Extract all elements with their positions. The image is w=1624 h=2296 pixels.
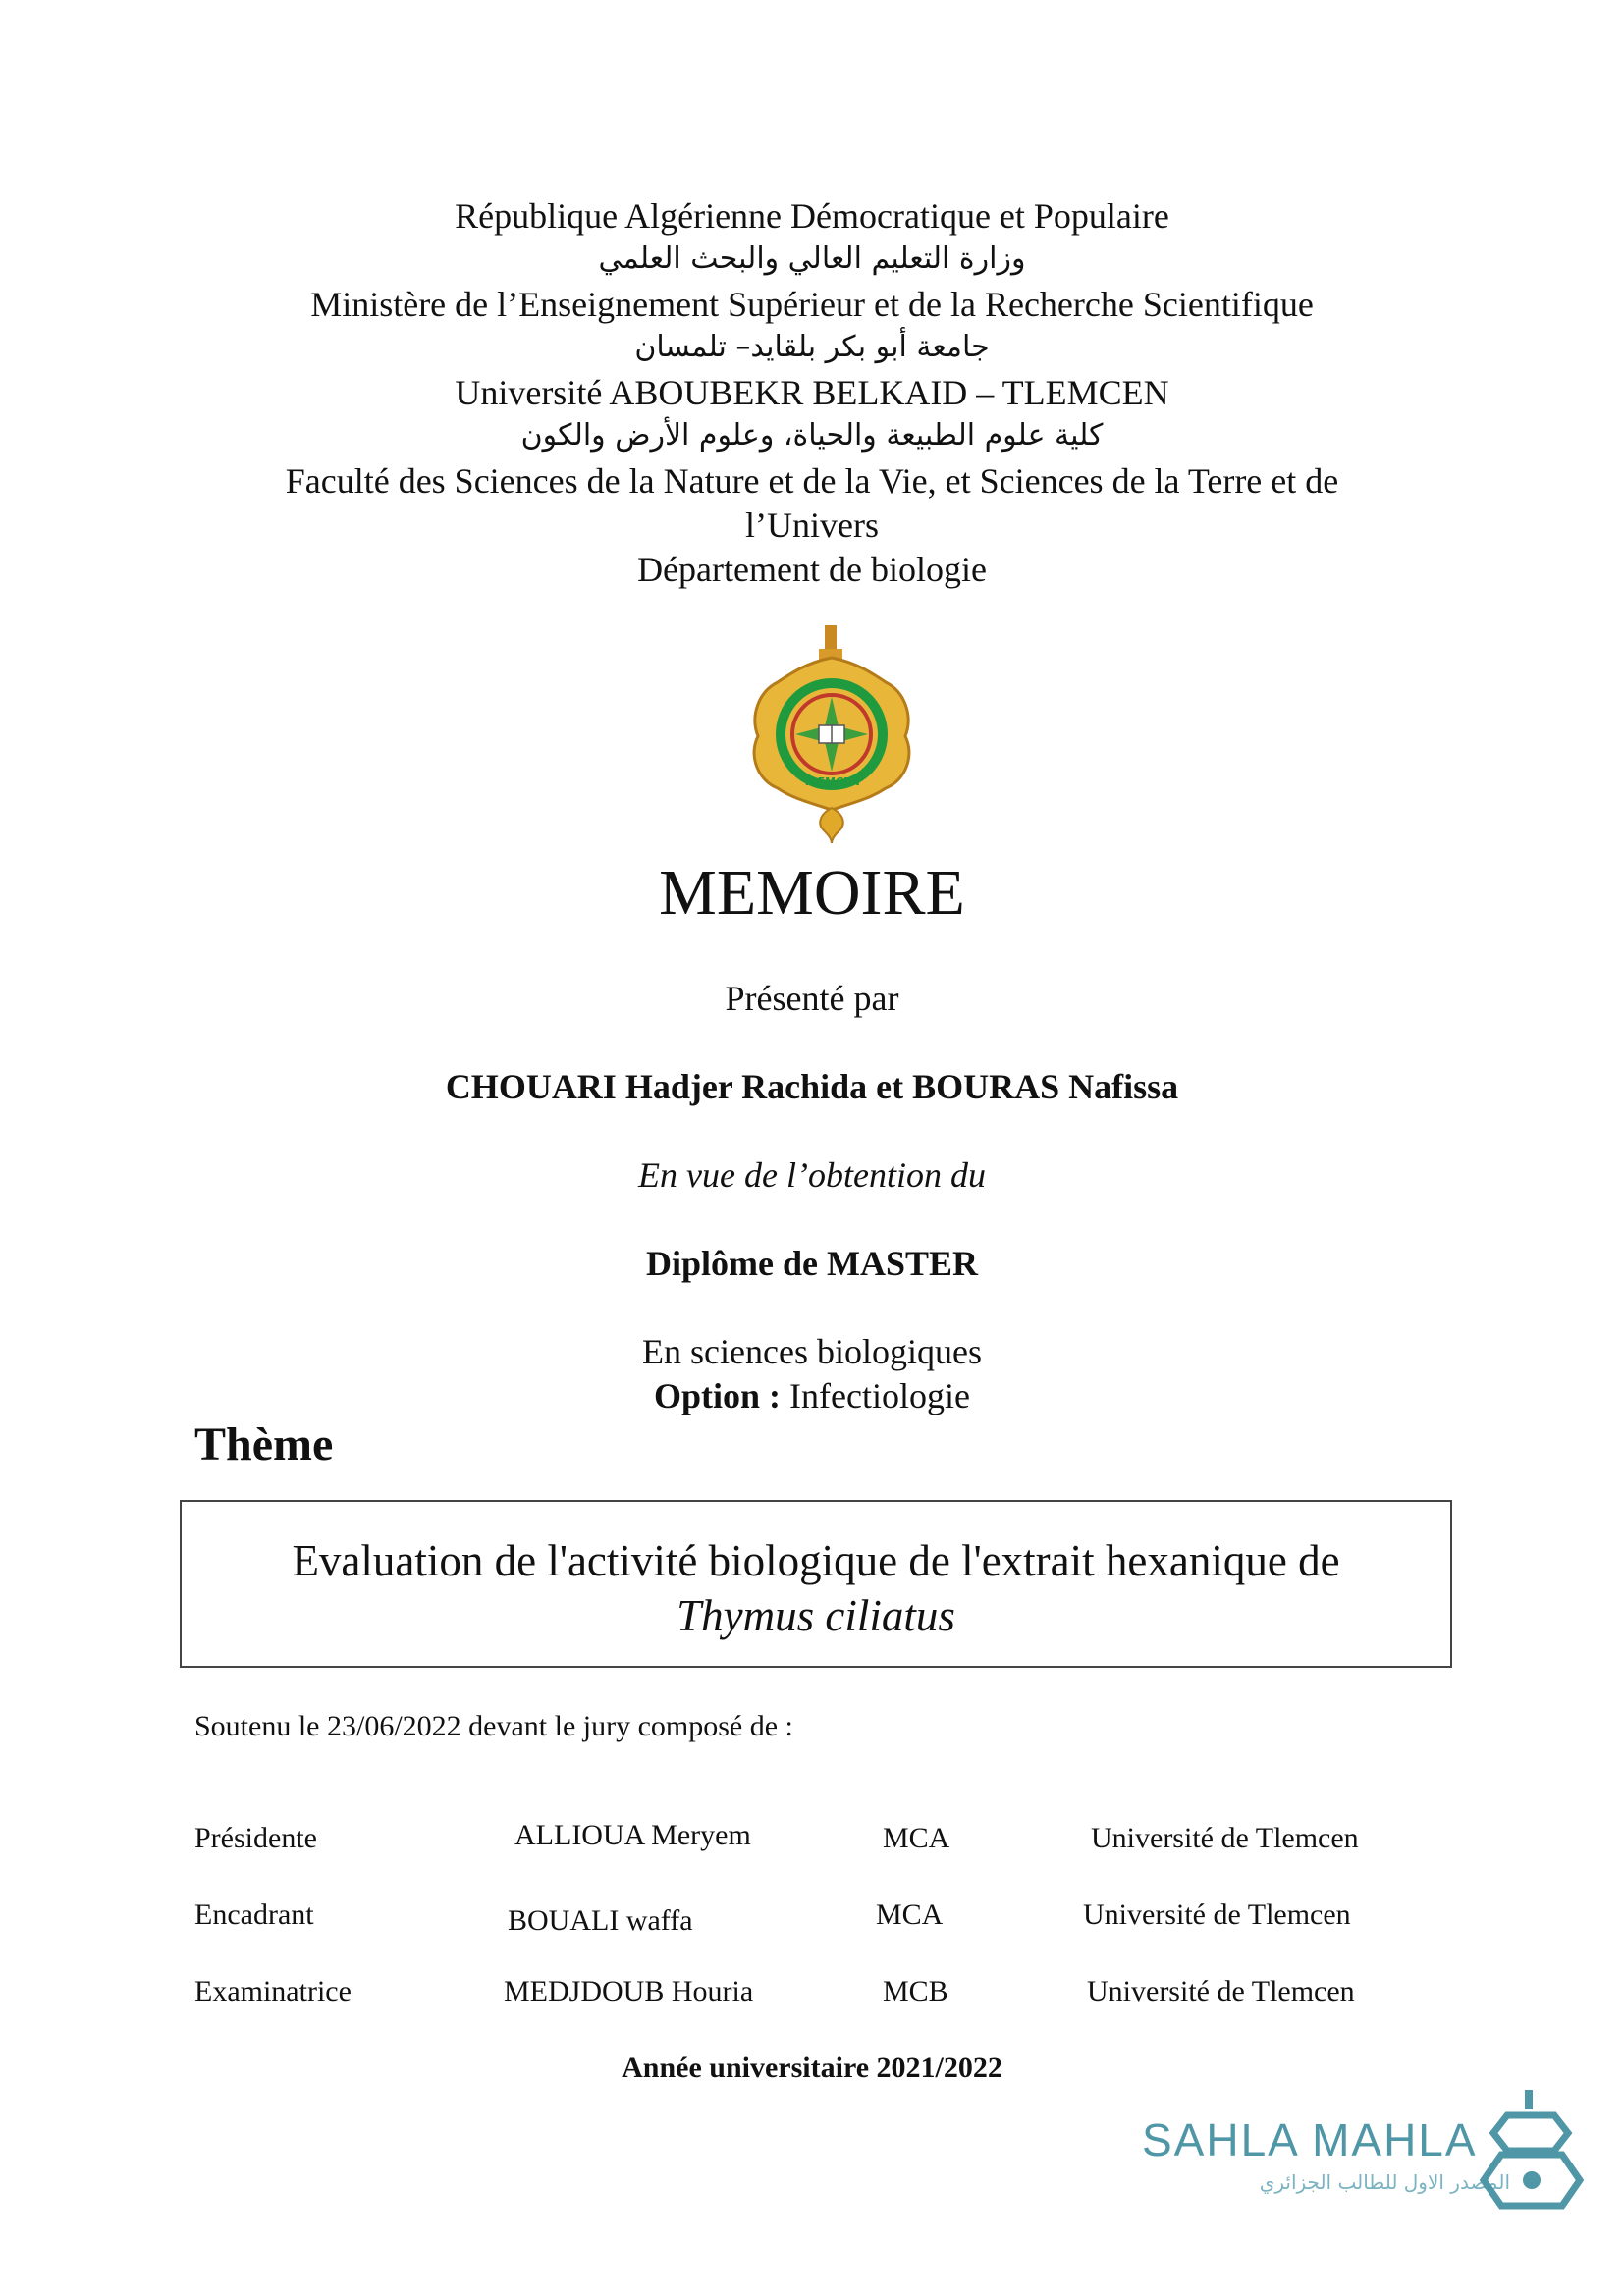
document-title: MEMOIRE (659, 857, 965, 929)
sahla-mahla-emblem-icon (1478, 2086, 1586, 2214)
ministry-arabic-line: وزارة التعليم العالي والبحث العلمي (598, 241, 1026, 276)
academic-year: Année universitaire 2021/2022 (622, 2052, 1002, 2084)
department-line: Département de biologie (637, 550, 987, 589)
jury-role: Examinatrice (194, 1975, 352, 2007)
theme-label: Thème (194, 1418, 334, 1470)
jury-role: Encadrant (194, 1898, 314, 1931)
jury-institution: Université de Tlemcen (1087, 1975, 1355, 2007)
jury-name: MEDJDOUB Houria (504, 1975, 754, 2007)
diploma: Diplôme de MASTER (645, 1244, 978, 1283)
option-label: Option : (654, 1376, 782, 1415)
watermark-logo (1478, 2086, 1586, 2214)
theme-title-line-1: Evaluation de l'activité biologique de l'extrait hexanique de (292, 1536, 1340, 1585)
logo-text: TLEMCEN (803, 775, 860, 788)
university-logo (748, 623, 915, 844)
faculty-line-1: Faculté des Sciences de la Nature et de la Vie, et Sciences de la Terre et de (285, 461, 1339, 501)
faculty-arabic-line: كلية علوم الطبيعة والحياة، وعلوم الأرض والكون (520, 418, 1104, 453)
in-view-of: En vue de l’obtention du (638, 1155, 986, 1195)
university-line: Université ABOUBEKR BELKAID – TLEMCEN (455, 373, 1169, 412)
authors: CHOUARI Hadjer Rachida et BOURAS Nafissa (445, 1067, 1179, 1106)
jury-grade: MCA (883, 1822, 950, 1854)
jury-institution: Université de Tlemcen (1083, 1898, 1351, 1931)
watermark-brand: SAHLA MAHLA (1142, 2114, 1478, 2165)
jury-institution: Université de Tlemcen (1091, 1822, 1359, 1854)
jury-role: Présidente (194, 1822, 317, 1854)
option-line (0, 1375, 1624, 1416)
option-value: Infectiologie (789, 1376, 970, 1415)
jury-grade: MCB (883, 1975, 948, 2007)
university-arabic-line: جامعة أبو بكر بلقايد– تلمسان (634, 330, 990, 364)
republic-line: République Algérienne Démocratique et Populaire (455, 196, 1169, 236)
ministry-line: Ministère de l’Enseignement Supérieur et de la Recherche Scientifique (310, 285, 1314, 324)
jury-name: ALLIOUA Meryem (514, 1819, 751, 1851)
field: En sciences biologiques (642, 1332, 982, 1371)
university-emblem-icon (748, 623, 915, 844)
theme-title-line-2: Thymus ciliatus (677, 1591, 955, 1640)
theme-box (180, 1500, 1452, 1668)
defense-line: Soutenu le 23/06/2022 devant le jury composé de : (194, 1710, 793, 1742)
jury-name: BOUALI waffa (508, 1904, 693, 1937)
faculty-line-2: l’Univers (745, 506, 879, 545)
watermark-tagline: المصدر الاول للطالب الجزائري (1259, 2170, 1510, 2194)
jury-grade: MCA (876, 1898, 944, 1931)
presented-by: Présenté par (725, 979, 899, 1018)
